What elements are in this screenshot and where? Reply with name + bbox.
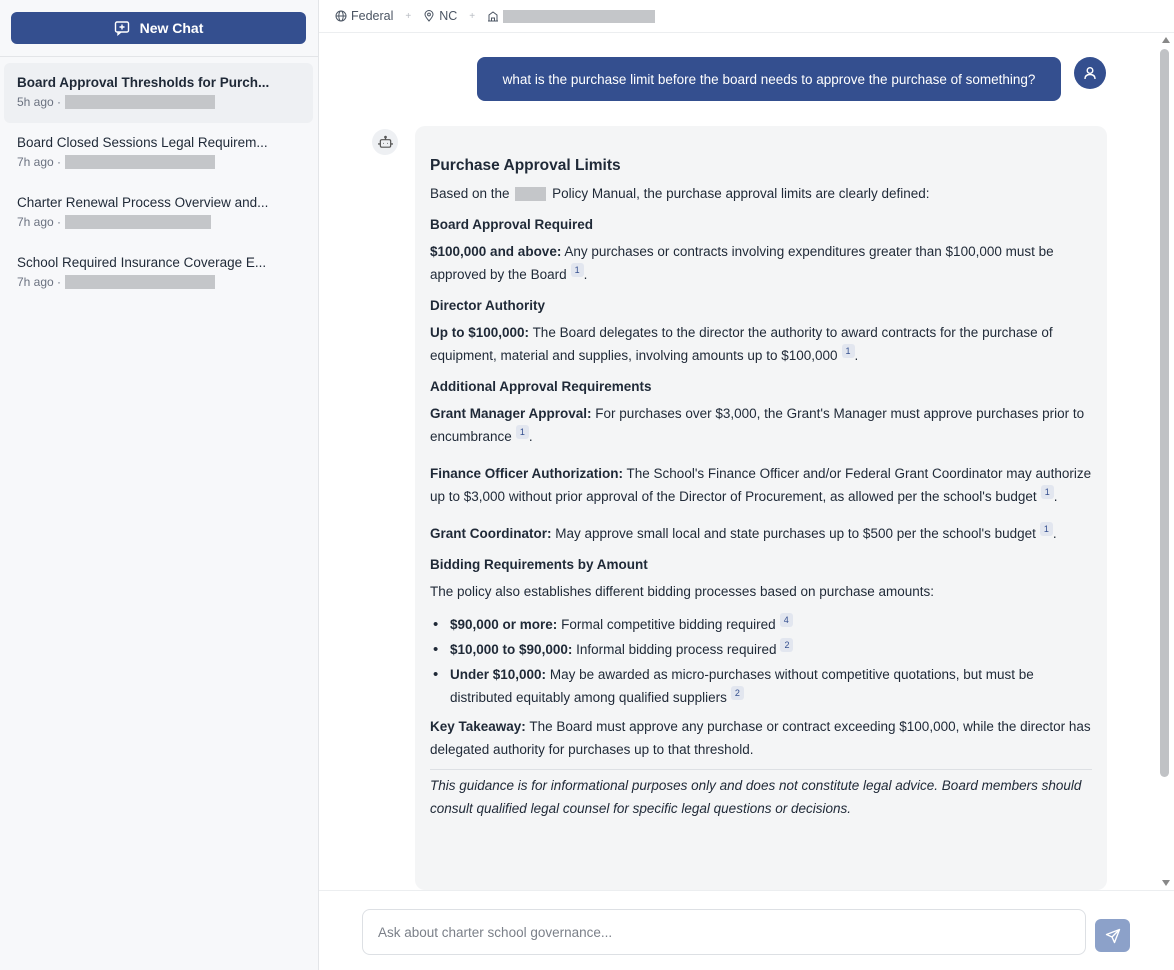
chat-history-time: 7h ago · bbox=[17, 275, 62, 289]
grant-coordinator-bold: Grant Coordinator: bbox=[430, 526, 552, 541]
citation-badge[interactable]: 1 bbox=[1040, 522, 1053, 536]
grant-manager-text: For purchases over $3,000, the Grant's Manager must approve purchases prior to encumbrance bbox=[430, 406, 1085, 444]
grant-manager-bold: Grant Manager Approval: bbox=[430, 406, 592, 421]
globe-icon bbox=[335, 10, 347, 22]
list-item-bold: Under $10,000: bbox=[450, 667, 547, 682]
bidding-intro: The policy also establishes different bidding processes based on purchase amounts: bbox=[430, 584, 935, 599]
grant-coordinator-paragraph: Grant Coordinator: May approve small local and state purchases up to $500 per the school's budget 1 . bbox=[430, 524, 1057, 541]
chat-history-title: School Required Insurance Coverage E... bbox=[17, 255, 267, 270]
citation-badge[interactable]: 1 bbox=[1041, 485, 1054, 499]
board-approval-paragraph: $100,000 and above: Any purchases or contracts involving expenditures greater than $100,000 must be approved by the Board 1 . bbox=[430, 244, 1054, 282]
director-authority-bold: Up to $100,000: bbox=[430, 325, 530, 340]
chat-history-time: 5h ago · bbox=[17, 95, 62, 109]
section-heading-board: Board Approval Required bbox=[430, 217, 594, 232]
finance-officer-bold: Finance Officer Authorization: bbox=[430, 466, 624, 481]
grant-manager-paragraph: Grant Manager Approval: For purchases over $3,000, the Grant's Manager must approve purchases prior to encumbrance 1 . bbox=[430, 406, 1085, 444]
user-avatar bbox=[1074, 57, 1106, 89]
message-input[interactable] bbox=[362, 909, 1086, 955]
section-heading-additional: Additional Approval Requirements bbox=[430, 379, 652, 394]
finance-officer-text: The School's Finance Officer and/or Federal Grant Coordinator may authorize up to $3,000 without prior approval of the Director of Procurement, as allowed per the school's budget bbox=[430, 466, 1092, 504]
key-takeaway-bold: Key Takeaway: bbox=[430, 719, 526, 734]
answer-title: Purchase Approval Limits bbox=[430, 157, 621, 174]
chat-history-item[interactable] bbox=[4, 243, 313, 303]
map-pin-icon bbox=[423, 10, 435, 22]
grant-coordinator-text: May approve small local and state purchases up to $500 per the school's budget bbox=[555, 526, 1036, 541]
chat-history-item[interactable] bbox=[4, 123, 313, 183]
key-takeaway-paragraph bbox=[430, 715, 1092, 761]
redacted-block bbox=[65, 215, 211, 229]
list-item-text: May be awarded as micro-purchases without competitive quotations, but must be distributed equitably among qualified suppliers bbox=[450, 667, 1034, 705]
citation-badge[interactable]: 1 bbox=[516, 425, 529, 439]
answer-intro bbox=[430, 182, 1092, 205]
bot-icon bbox=[378, 135, 393, 150]
key-takeaway-text: The Board must approve any purchase or contract exceeding $100,000, while the director has delegated authority for purchases up to that threshold. bbox=[430, 719, 1091, 757]
citation-badge[interactable]: 2 bbox=[731, 686, 744, 700]
redacted-block bbox=[65, 155, 215, 169]
send-button[interactable] bbox=[1095, 919, 1130, 952]
jurisdiction-filter[interactable] bbox=[335, 9, 393, 23]
disclaimer-text: This guidance is for informational purposes only and does not constitute legal advice. Board members should consult qualified legal counsel for specific legal questions or decisions. bbox=[430, 769, 1092, 820]
new-chat-button[interactable] bbox=[11, 12, 306, 44]
user-message-text: what is the purchase limit before the board needs to approve the purchase of something? bbox=[502, 71, 1036, 87]
citation-badge[interactable]: 1 bbox=[842, 344, 855, 358]
redacted-block bbox=[65, 275, 215, 289]
chat-history-title: Board Closed Sessions Legal Requirem... bbox=[17, 135, 268, 150]
separator: + bbox=[469, 10, 476, 22]
user-icon bbox=[1082, 65, 1098, 81]
state-label: NC bbox=[439, 9, 458, 23]
chat-history-title: Charter Renewal Process Overview and... bbox=[17, 195, 269, 210]
composer bbox=[319, 890, 1174, 970]
list-item-text: Informal bidding process required bbox=[576, 642, 777, 657]
list-item-text: Formal competitive bidding required bbox=[561, 617, 776, 632]
new-chat-label: New Chat bbox=[139, 20, 204, 36]
redacted-block bbox=[515, 187, 546, 201]
list-item-bold: $90,000 or more: bbox=[450, 617, 558, 632]
chat-history-time: 7h ago · bbox=[17, 155, 62, 169]
chat-history-time: 7h ago · bbox=[17, 215, 62, 229]
board-approval-bold: $100,000 and above: bbox=[430, 244, 562, 259]
chat-history-item[interactable] bbox=[4, 183, 313, 243]
board-approval-text: Any purchases or contracts involving expenditures greater than $100,000 must be approved by the Board bbox=[430, 244, 1054, 282]
context-bar bbox=[319, 0, 1174, 33]
redacted-block bbox=[65, 95, 215, 109]
building-icon bbox=[487, 10, 499, 22]
section-heading-bidding: Bidding Requirements by Amount bbox=[430, 557, 648, 572]
assistant-avatar bbox=[372, 129, 398, 155]
scroll-down-arrow-icon[interactable] bbox=[1162, 880, 1170, 886]
list-item-bold: $10,000 to $90,000: bbox=[450, 642, 573, 657]
citation-badge[interactable]: 4 bbox=[780, 613, 793, 627]
user-message-bubble bbox=[477, 57, 1061, 101]
redacted-block bbox=[503, 10, 655, 23]
scrollbar-thumb[interactable] bbox=[1160, 49, 1169, 777]
list-item bbox=[430, 638, 1092, 661]
director-authority-text: The Board delegates to the director the authority to award contracts for the purchase of equipment, material and supplies, involving amounts up to $100,000 bbox=[430, 325, 1053, 363]
director-authority-paragraph: Up to $100,000: The Board delegates to the director the authority to award contracts for the purchase of equipment, material and supplies, involving amounts up to $100,000 1 . bbox=[430, 325, 1053, 363]
citation-badge[interactable]: 1 bbox=[571, 263, 584, 277]
separator: + bbox=[405, 10, 412, 22]
chat-history-title: Board Approval Thresholds for Purch... bbox=[17, 75, 270, 90]
send-icon bbox=[1105, 928, 1121, 944]
state-filter[interactable] bbox=[423, 9, 457, 23]
finance-officer-paragraph: Finance Officer Authorization: The School's Finance Officer and/or Federal Grant Coordinator may authorize up to $3,000 without prior approval of the Director of Procurement, as allowed per the school's budget 1 . bbox=[430, 466, 1092, 504]
conversation-scrollbar[interactable] bbox=[1158, 33, 1174, 890]
school-filter[interactable] bbox=[487, 10, 655, 23]
scroll-up-arrow-icon[interactable] bbox=[1162, 37, 1170, 43]
intro-text-before: Based on the bbox=[430, 186, 510, 201]
conversation-panel bbox=[319, 33, 1159, 890]
citation-badge[interactable]: 2 bbox=[780, 638, 793, 652]
chat-history-list bbox=[4, 63, 313, 303]
list-item bbox=[430, 613, 1092, 636]
bidding-list bbox=[430, 613, 1092, 709]
sidebar bbox=[0, 0, 319, 970]
intro-text-after: Policy Manual, the purchase approval limits are clearly defined: bbox=[552, 186, 930, 201]
jurisdiction-label: Federal bbox=[351, 9, 394, 23]
new-chat-icon bbox=[114, 20, 130, 36]
chat-history-item-active[interactable] bbox=[4, 63, 313, 123]
assistant-answer bbox=[415, 126, 1107, 890]
section-heading-director: Director Authority bbox=[430, 298, 546, 313]
list-item bbox=[430, 663, 1092, 709]
sidebar-divider bbox=[0, 56, 318, 57]
